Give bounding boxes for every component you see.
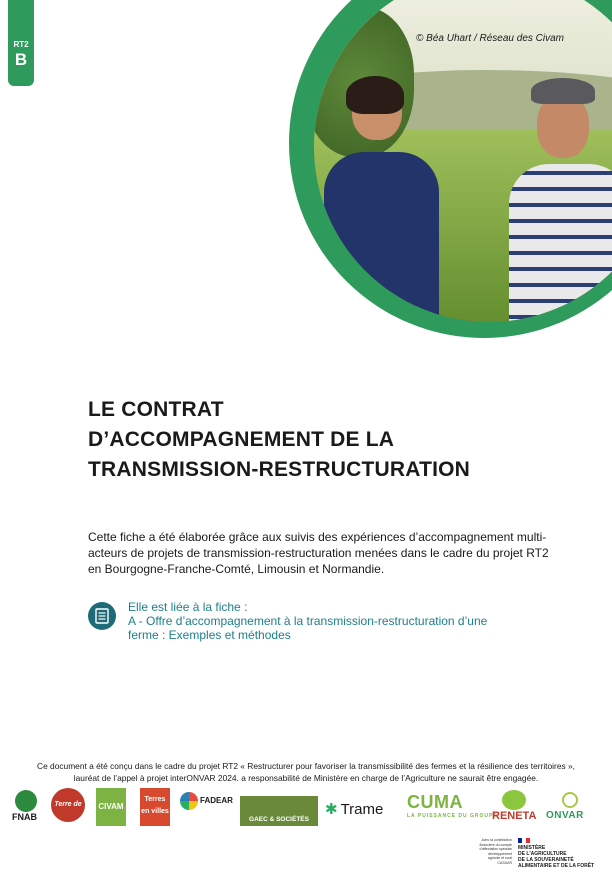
onvar-logo: ONVAR <box>546 792 596 828</box>
cover-photo <box>314 0 612 322</box>
cuma-logo: CUMA LA PUISSANCE DU GROUPE <box>407 792 498 819</box>
ministry-name: MINISTÈRE DE L'AGRICULTURE DE LA SOUVERAINETÉ ALIMENTAIRE ET DE LA FORÊT <box>518 845 595 869</box>
related-label: Elle est liée à la fiche : <box>128 600 248 614</box>
terre-de-liens-logo: Terre de liens <box>51 788 85 822</box>
series-tab <box>8 0 34 86</box>
fadear-logo: FADEAR <box>180 788 235 826</box>
photo-credit: © Béa Uhart / Réseau des Civam <box>416 33 564 44</box>
document-icon <box>88 602 116 630</box>
fnab-logo: FNAB <box>12 790 40 830</box>
ministry-logo <box>476 836 606 878</box>
casdar-note: Avec la contribution financière du compte d'affectation spéciale développement agricole et rural CASDAR <box>479 838 512 865</box>
republic-flag-icon <box>518 838 530 843</box>
related-sheet-text[interactable] <box>128 600 548 642</box>
civam-logo: CIVAM <box>96 788 126 826</box>
trame-logo: ✱ Trame <box>325 801 384 818</box>
tab-code: RT2 <box>13 40 29 49</box>
page-title: LE CONTRAT D’ACCOMPAGNEMENT DE LA TRANSMISSION-RESTRUCTURATION <box>88 398 471 481</box>
photo-person-right <box>499 82 612 322</box>
photo-person-left <box>324 82 434 302</box>
terres-en-villes-logo: Terres en villes <box>140 788 170 826</box>
reneta-logo: RENETA <box>492 790 538 828</box>
intro-paragraph: Cette fiche a été élaborée grâce aux suivis des expériences d’accompagnement multi-acteurs de projets de transmission-restructuration menées dans le cadre du projet RT2 en Bourgogne-Franche-Comté, Limousin et Normandie. <box>88 530 549 576</box>
tab-letter: B <box>14 50 28 69</box>
related-link-line1[interactable]: A - Offre d’accompagnement à la transmission-restructuration d’une <box>128 614 488 628</box>
related-link-line2[interactable]: ferme : Exemples et méthodes <box>128 628 291 642</box>
partner-logos <box>0 786 612 842</box>
footer-note: Ce document a été conçu dans le cadre du projet RT2 « Restructurer pour favoriser la transmissibilité des fermes et la résilience des territoires », lauréat de l’appel à projet interONVAR 2024. a responsabilité de Ministère en charge de l’Agriculture ne saurait être engagée. <box>37 761 575 783</box>
gaec-societes-logo: GAEC & SOCIÉTÉS <box>240 796 318 826</box>
